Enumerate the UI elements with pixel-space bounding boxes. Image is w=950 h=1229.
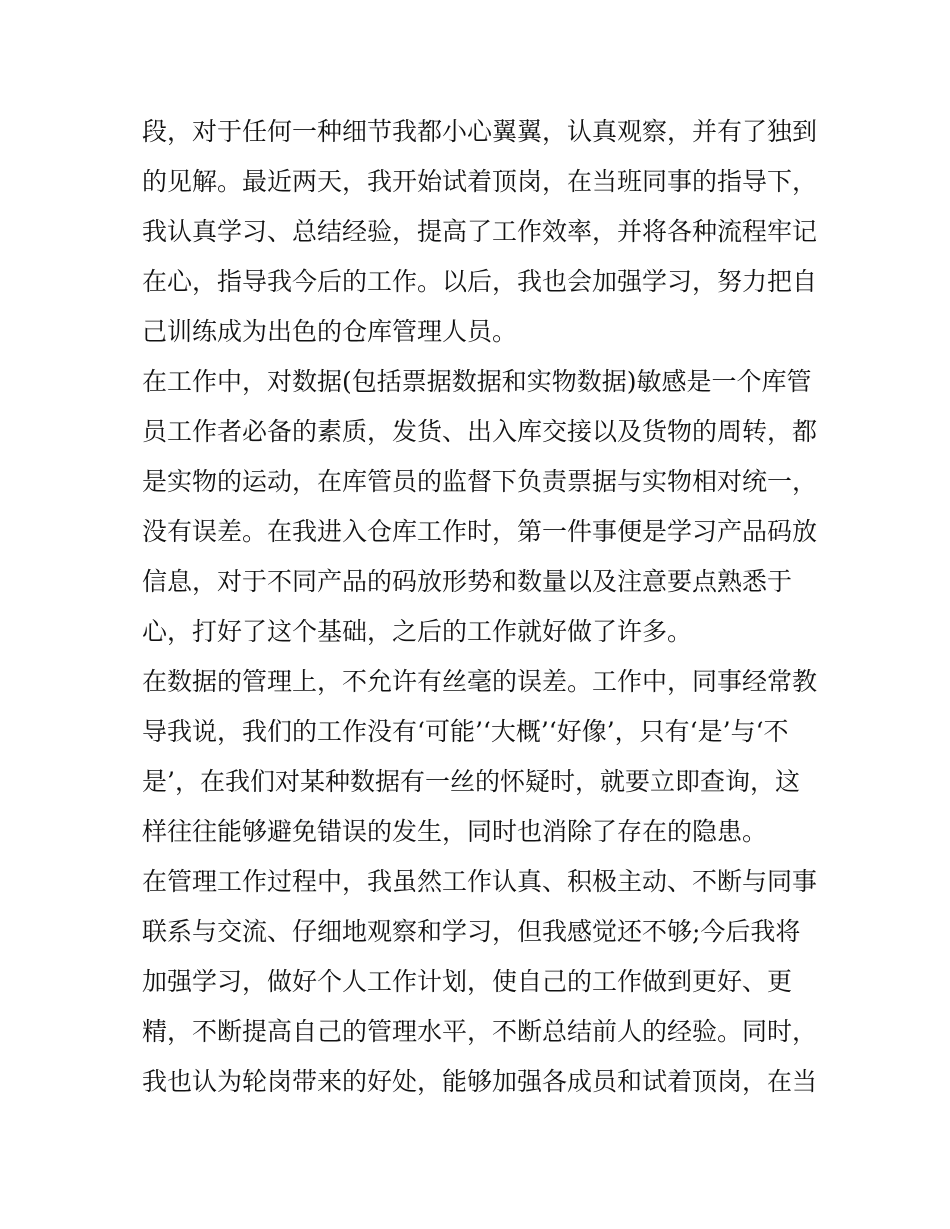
text-line: 在工作中，对数据(包括票据数据和实物数据)敏感是一个库管 [142,367,812,396]
text-line: 的见解。最近两天，我开始试着顶岗，在当班同事的指导下， [142,167,818,196]
text-line: 在管理工作过程中，我虽然工作认真、积极主动、不断与同事 [142,867,818,896]
paragraph-4 [142,857,822,1107]
text-line: 员工作者必备的素质，发货、出入库交接以及货物的周转，都 [142,417,818,446]
text-line: 己训练成为出色的仓库管理人员。 [142,317,518,346]
text-line: 我也认为轮岗带来的好处，能够加强各成员和试着顶岗，在当 [142,1067,818,1096]
text-line: 样往往能够避免错误的发生，同时也消除了存在的隐患。 [142,817,768,846]
text-line: 在数据的管理上，不允许有丝毫的误差。工作中，同事经常教 [142,667,818,696]
text-line: 导我说，我们的工作没有‘可能’‘大概’‘好像’，只有‘是’与‘不 [142,717,789,746]
text-line: 没有误差。在我进入仓库工作时，第一件事便是学习产品码放 [142,517,818,546]
paragraph-1 [142,107,822,357]
text-line: 心，打好了这个基础，之后的工作就好做了许多。 [142,617,693,646]
text-line: 在心，指导我今后的工作。以后，我也会加强学习，努力把自 [142,267,818,296]
paragraph-2 [142,357,822,657]
text-line: 段，对于任何一种细节我都小心翼翼，认真观察，并有了独到 [142,117,818,146]
text-line: 是’，在我们对某种数据有一丝的怀疑时，就要立即查询，这 [142,767,800,796]
text-line: 联系与交流、仔细地观察和学习，但我感觉还不够;今后我将 [142,917,801,946]
document-body [142,107,822,1107]
text-line: 我认真学习、总结经验，提高了工作效率，并将各种流程牢记 [142,217,818,246]
text-line: 信息，对于不同产品的码放形势和数量以及注意要点熟悉于 [142,567,793,596]
text-line: 加强学习，做好个人工作计划，使自己的工作做到更好、更 [142,967,793,996]
paragraph-3 [142,657,822,857]
text-line: 是实物的运动，在库管员的监督下负责票据与实物相对统一， [142,467,818,496]
text-line: 精，不断提高自己的管理水平，不断总结前人的经验。同时， [142,1017,818,1046]
